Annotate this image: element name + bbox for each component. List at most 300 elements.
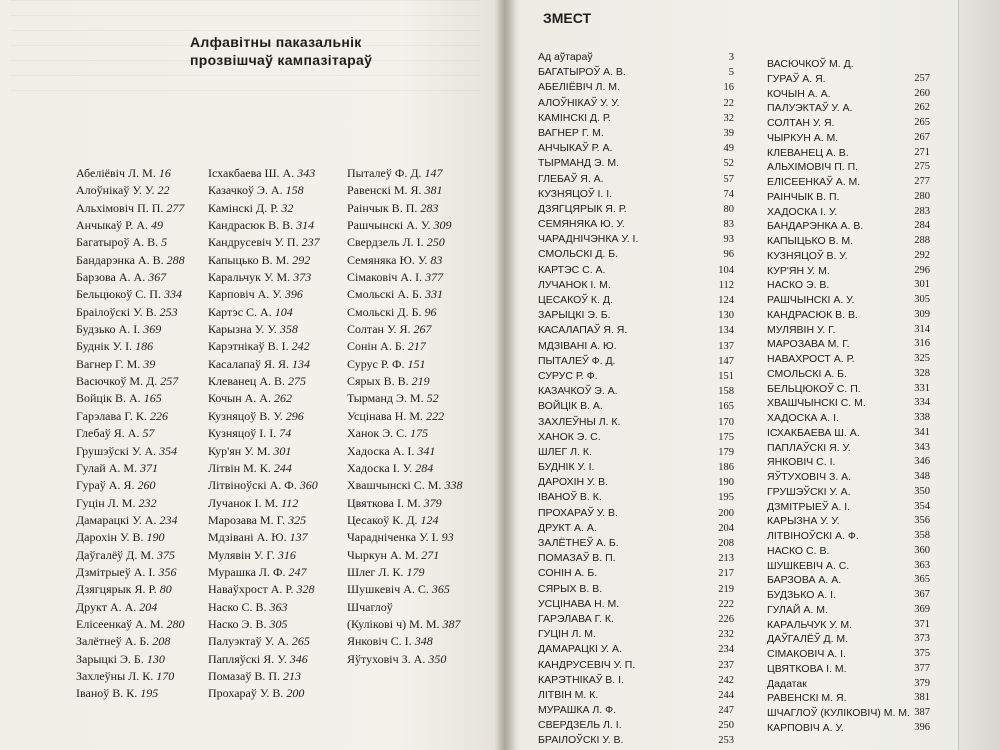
toc-entry-page: 93 <box>723 234 734 246</box>
toc-entry <box>538 263 734 278</box>
index-entry <box>208 651 320 668</box>
toc-entry-page: 39 <box>723 127 734 139</box>
index-entry-page: 301 <box>273 443 292 458</box>
index-entry <box>208 564 320 581</box>
index-entry-name: Усцінава Н. М. <box>347 408 424 423</box>
toc-entry-page: 314 <box>914 323 930 335</box>
index-entry-name: Сярых В. В. <box>347 374 409 389</box>
toc-entry-page: 338 <box>914 412 930 423</box>
toc-entry-name: ІВАНОЎ В. К. <box>538 491 602 504</box>
index-entry-name: Елісеенкаў А. М. <box>76 616 164 631</box>
toc-entry-page: 331 <box>914 382 930 394</box>
toc-entry-name: КАРПОВІЧ А. У. <box>767 721 844 734</box>
toc-entry-name: ГАРЭЛАВА Г. К. <box>538 612 614 625</box>
index-entry <box>208 633 320 650</box>
toc-entry <box>538 354 734 369</box>
toc-entry-page: 396 <box>914 721 930 733</box>
index-entry <box>347 477 462 494</box>
toc-entry-name: ДРУКТ А. А. <box>538 521 597 534</box>
index-entry <box>76 685 185 702</box>
index-entry-name: Мдзівані А. Ю. <box>208 530 287 545</box>
toc-entry <box>538 96 734 111</box>
index-entry <box>208 373 320 390</box>
index-entry <box>208 304 320 321</box>
toc-entry-page: 343 <box>914 441 930 453</box>
index-entry <box>347 338 462 355</box>
index-entry <box>347 182 462 199</box>
toc-entry <box>538 582 734 597</box>
index-entry-page: 5 <box>161 235 168 250</box>
toc-entry-page: 57 <box>723 173 734 185</box>
toc-entry-name: ХАНОК Э. С. <box>538 430 601 443</box>
index-entry-name: Хвашчынскі С. М. <box>347 478 442 493</box>
index-entry-page: 292 <box>292 252 311 267</box>
index-entry <box>347 425 462 442</box>
index-entry <box>208 182 320 199</box>
toc-entry <box>538 141 734 156</box>
toc-entry-name: Ад аўтараў <box>538 51 593 63</box>
index-entry <box>76 477 185 494</box>
toc-entry <box>767 411 930 426</box>
index-entry-name: Яўтуховіч З. А. <box>347 651 426 666</box>
index-entry-page: 325 <box>288 512 307 527</box>
toc-entry-name: ВОЙЦІК В. А. <box>538 400 603 413</box>
contents-title: ЗМЕСТ <box>543 10 592 26</box>
index-entry <box>347 564 462 581</box>
index-entry-name: Сонін А. Б. <box>347 339 405 354</box>
index-entry-page: 147 <box>424 166 443 180</box>
toc-entry-page: 283 <box>914 205 930 217</box>
toc-entry-page: 284 <box>914 220 930 232</box>
toc-entry-page: 280 <box>914 190 930 202</box>
index-entry <box>76 668 185 685</box>
index-entry-name: Карэтнікаў В. І. <box>208 339 289 354</box>
index-entry <box>76 443 185 460</box>
index-entry <box>208 338 320 355</box>
toc-entry-name: СУРУС Р. Ф. <box>538 369 598 382</box>
toc-entry-page: 222 <box>718 598 734 610</box>
toc-entry <box>538 627 734 642</box>
toc-entry-page: 373 <box>914 633 930 645</box>
toc-entry <box>767 514 930 529</box>
index-column-1 <box>76 165 185 703</box>
toc-entry-page: 325 <box>914 353 930 364</box>
toc-entry-name: МУРАШКА Л. Ф. <box>538 704 617 717</box>
index-entry <box>76 616 185 633</box>
index-entry-page: 32 <box>281 200 294 215</box>
index-entry-page: 354 <box>159 443 178 458</box>
index-entry <box>347 252 462 269</box>
toc-entry <box>538 187 734 202</box>
toc-entry-name: УСЦІНАВА Н. М. <box>538 597 620 610</box>
toc-entry <box>538 673 734 688</box>
index-entry-page: 49 <box>151 218 163 233</box>
index-entry <box>208 668 320 685</box>
toc-entry <box>767 500 930 515</box>
toc-entry <box>767 677 930 692</box>
index-entry <box>76 651 185 668</box>
toc-entry <box>538 536 734 551</box>
index-entry <box>76 425 185 442</box>
toc-entry-name: КАНДРУСЕВІЧ У. П. <box>538 658 636 671</box>
toc-entry-name: ХВАШЧЫНСКІ С. М. <box>767 397 866 410</box>
toc-entry-name: ПАПЛАЎСКІ Я. У. <box>767 441 851 454</box>
index-entry-page: 377 <box>425 270 444 285</box>
toc-column-1 <box>538 50 734 749</box>
index-entry-name: Дзмітрыеў А. І. <box>76 564 156 579</box>
index-entry-name: Кандрусевіч У. П. <box>208 235 299 250</box>
index-entry <box>76 200 185 217</box>
toc-entry <box>767 352 930 367</box>
index-entry-name: Абеліёвіч Л. М. <box>76 166 156 180</box>
toc-entry-page: 328 <box>914 367 930 379</box>
toc-entry-name: НАСКО С. В. <box>767 544 830 557</box>
index-entry-name: Картэс С. А. <box>208 304 272 319</box>
toc-entry-name: ЯЎТУХОВІЧ З. А. <box>767 471 852 483</box>
index-entry <box>347 373 462 390</box>
toc-entry-name: КОЧЫН А. А. <box>767 87 831 100</box>
toc-entry-name: СЯРЫХ В. В. <box>538 582 603 595</box>
toc-entry-page: 232 <box>718 629 734 641</box>
toc-entry <box>767 455 930 470</box>
index-entry <box>208 200 320 217</box>
toc-entry-name: КАРТЭС С. А. <box>538 263 606 276</box>
index-entry <box>76 408 185 425</box>
index-entry-name: Захлеўны Л. К. <box>76 668 154 683</box>
toc-entry-name: КАРАЛЬЧУК У. М. <box>767 618 853 631</box>
index-entry-page: 52 <box>426 391 439 406</box>
index-entry-name: Цвяткова І. М. <box>347 495 421 510</box>
index-entry <box>76 633 185 650</box>
toc-entry-page: 190 <box>718 477 734 489</box>
index-entry-name: Шушкевіч А. С. <box>347 582 429 597</box>
index-entry <box>347 408 462 425</box>
toc-entry <box>538 445 734 460</box>
toc-entry <box>767 101 930 116</box>
index-entry-page: 277 <box>166 200 185 215</box>
index-entry-name: Смольскі А. Б. <box>347 287 422 302</box>
index-entry-page: 190 <box>146 530 165 545</box>
index-entry-page: 396 <box>284 287 303 302</box>
index-entry-name: Дамарацкі У. А. <box>76 512 157 527</box>
toc-entry-page: 137 <box>718 340 734 352</box>
toc-entry-page: 363 <box>914 559 930 571</box>
index-entry <box>347 286 462 303</box>
index-entry-name: Браілоўскі У. В. <box>76 304 157 319</box>
toc-entry-name: РАШЧЫНСКІ А. У. <box>767 294 855 306</box>
toc-entry-page: 381 <box>914 692 930 704</box>
toc-entry <box>538 521 734 536</box>
toc-entry-name: АБЕЛІЁВІЧ Л. М. <box>538 81 620 94</box>
toc-entry-name: КАРЭТНІКАЎ В. І. <box>538 673 624 686</box>
index-entry-name: Наваўхрост А. Р. <box>208 582 294 597</box>
toc-entry-page: 358 <box>914 530 930 541</box>
toc-entry-page: 52 <box>723 158 734 170</box>
index-entry-page: 387 <box>442 616 461 631</box>
toc-entry <box>767 470 930 485</box>
index-entry-page: 363 <box>269 599 288 614</box>
index-entry-name: Клеванец А. В. <box>208 374 285 389</box>
index-entry-name: Гуцін Л. М. <box>76 495 136 510</box>
index-entry-page: 260 <box>137 478 156 493</box>
index-entry-name: Карызна У. У. <box>208 322 277 337</box>
index-entry-page: 208 <box>152 634 171 649</box>
toc-entry-page: 247 <box>718 705 734 717</box>
index-entry-name: Марозава М. Г. <box>208 512 286 527</box>
toc-entry <box>538 369 734 384</box>
toc-entry-name: СЕМЯНЯКА Ю. У. <box>538 218 625 231</box>
index-entry <box>347 581 462 598</box>
toc-entry-page: 219 <box>718 583 734 595</box>
index-entry-name: Капыцько В. М. <box>208 252 290 267</box>
index-entry-page: 244 <box>273 460 292 475</box>
toc-entry <box>767 691 930 706</box>
toc-entry-page: 309 <box>914 308 930 320</box>
toc-entry <box>538 323 734 338</box>
index-entry <box>208 252 320 269</box>
index-entry <box>208 616 320 633</box>
index-entry-name: Мулявін У. Г. <box>208 547 275 562</box>
index-entry-name: Свердзель Л. І. <box>347 235 424 250</box>
toc-entry <box>538 384 734 399</box>
index-entry-page: 219 <box>411 374 430 389</box>
index-entry-name: Ханок Э. С. <box>347 426 408 441</box>
toc-entry-name: ГУРАЎ А. Я. <box>767 72 826 85</box>
index-entry-name: Равенскі М. Я. <box>347 183 422 198</box>
toc-entry-name: ШУШКЕВІЧ А. С. <box>767 559 850 572</box>
toc-entry <box>538 475 734 490</box>
toc-entry-name: БУДЗЬКО А. І. <box>767 589 836 601</box>
index-entry-name: Цесакоў К. Д. <box>347 512 418 527</box>
toc-entry-name: ПАЛУЭКТАЎ У. А. <box>767 102 853 115</box>
index-entry-name: Дзягцярык Я. Р. <box>76 582 157 597</box>
toc-entry <box>538 506 734 521</box>
toc-entry-page: 80 <box>723 203 734 215</box>
index-entry-name: Літвіноўскі А. Ф. <box>208 478 297 493</box>
toc-entry-page: 354 <box>914 500 930 512</box>
toc-entry <box>767 337 930 352</box>
toc-entry-name: КАМІНСКІ Д. Р. <box>538 111 611 124</box>
toc-entry-name: ЦВЯТКОВА І. М. <box>767 662 847 675</box>
index-entry <box>208 529 320 546</box>
index-entry-name: Казачкоў Э. А. <box>208 183 283 198</box>
index-entry-name: Чарадніченка У. І. <box>347 530 439 545</box>
index-entry <box>347 443 462 460</box>
toc-entry-name: КАРЫЗНА У. У. <box>767 515 840 528</box>
index-entry-name: Альхімовіч П. П. <box>76 200 164 215</box>
index-entry-name: Чыркун А. М. <box>347 547 419 562</box>
index-entry-page: 80 <box>159 582 172 597</box>
toc-entry-name: ЦЕСАКОЎ К. Д. <box>538 294 613 306</box>
index-entry-name: Кочын А. А. <box>208 391 271 406</box>
index-entry <box>208 685 320 702</box>
toc-entry <box>767 647 930 662</box>
toc-entry-page: 316 <box>914 338 930 350</box>
index-entry-name: Дарохін У. В. <box>76 530 144 545</box>
toc-entry <box>767 559 930 574</box>
toc-entry-name: АЛЬХІМОВІЧ П. П. <box>767 161 859 174</box>
toc-entry-name: ХАДОСКА А. І. <box>767 412 839 424</box>
index-entry-page: 284 <box>415 460 434 475</box>
index-entry <box>76 234 185 251</box>
toc-entry-page: 124 <box>718 295 734 306</box>
toc-entry-page: 379 <box>914 677 930 689</box>
index-entry-name: Багатыроў А. В. <box>76 235 159 250</box>
toc-entry-page: 262 <box>914 102 930 114</box>
index-entry-page: 151 <box>407 356 426 371</box>
index-entry-page: 369 <box>143 322 162 337</box>
toc-entry-page: 104 <box>718 264 734 276</box>
toc-entry-name: ЛІТВІН М. К. <box>538 688 599 701</box>
index-title-line1: Алфавітны паказальнік <box>190 34 362 50</box>
index-entry <box>347 651 462 668</box>
index-entry-page: 288 <box>166 252 185 267</box>
index-entry-name: Лучанок І. М. <box>208 495 279 510</box>
toc-entry-name: НАВАХРОСТ А. Р. <box>767 353 855 365</box>
index-entry-name: Раінчык В. П. <box>347 200 418 215</box>
index-entry-page: 217 <box>407 339 426 354</box>
toc-entry <box>767 278 930 293</box>
index-entry-page: 39 <box>143 356 156 371</box>
index-entry-name: Друкт А. А. <box>76 599 137 614</box>
toc-entry <box>767 87 930 102</box>
index-entry <box>347 234 462 251</box>
toc-entry-page: 5 <box>728 67 734 79</box>
index-entry-name: Глебаў Я. А. <box>76 426 140 441</box>
toc-entry <box>538 111 734 126</box>
toc-entry-name: ДЗЯГЦЯРЫК Я. Р. <box>538 202 627 215</box>
index-entry-page: 234 <box>159 512 178 527</box>
toc-entry-name: СОЛТАН У. Я. <box>767 117 835 129</box>
toc-entry <box>538 658 734 673</box>
index-entry-page: 371 <box>140 460 159 475</box>
toc-entry <box>538 399 734 414</box>
index-entry-name: (Кулікові ч) М. М. <box>347 616 440 631</box>
toc-entry <box>538 202 734 217</box>
index-entry <box>76 304 185 321</box>
index-entry-page: 250 <box>426 235 445 250</box>
index-entry-page: 74 <box>279 426 292 441</box>
index-entry-name: Бельцюкоў С. П. <box>76 287 161 302</box>
toc-entry-page: 292 <box>914 249 930 261</box>
index-entry <box>208 512 320 529</box>
index-entry <box>347 390 462 407</box>
toc-entry <box>767 175 930 190</box>
toc-entry-name: МДЗІВАНІ А. Ю. <box>538 339 617 352</box>
toc-entry-name: ШЛЕГ Л. К. <box>538 445 592 458</box>
index-entry-name: Палуэктаў У. А. <box>208 634 289 649</box>
toc-entry-name: ГРУШЭЎСКІ У. А. <box>767 485 851 498</box>
toc-entry-name: ЗАЛЁТНЕЎ А. Б. <box>538 537 619 549</box>
index-entry <box>76 512 185 529</box>
toc-entry-name: КУЗНЯЦОЎ В. У. <box>767 249 848 262</box>
index-entry-name: Смольскі Д. Б. <box>347 304 422 319</box>
index-entry <box>347 495 462 512</box>
toc-entry <box>538 80 734 95</box>
toc-entry-name: БУДНІК У. І. <box>538 461 595 474</box>
index-entry-name: Зарыцкі Э. Б. <box>76 651 144 666</box>
toc-entry <box>767 441 930 456</box>
toc-entry-page: 257 <box>914 72 930 84</box>
toc-entry-name: БАНДАРЭНКА А. В. <box>767 220 864 233</box>
toc-entry-name: ГЛЕБАЎ Я. А. <box>538 172 604 185</box>
index-entry-name: Анчыкаў Р. А. <box>76 218 148 233</box>
index-entry-name: Наско Э. В. <box>208 616 267 631</box>
toc-entry-page: 387 <box>914 707 930 718</box>
index-entry-name: Васючкоў М. Д. <box>76 374 158 389</box>
index-entry-name: Ісхакбаева Ш. А. <box>208 166 295 180</box>
toc-entry-name: ЗАРЫЦКІ Э. Б. <box>538 309 611 322</box>
toc-entry-name: ДАРОХІН У. В. <box>538 476 609 489</box>
toc-entry <box>767 57 930 72</box>
index-entry-page: 22 <box>157 183 170 198</box>
index-entry-page: 83 <box>430 252 443 267</box>
index-entry-page: 112 <box>281 495 299 510</box>
toc-entry-name: ГУЦІН Л. М. <box>538 628 596 641</box>
index-entry <box>347 633 462 650</box>
toc-entry-page: 186 <box>718 462 734 474</box>
toc-entry-page: 271 <box>914 146 930 158</box>
toc-entry-name: Дадатак <box>767 677 807 690</box>
index-entry <box>347 529 462 546</box>
index-entry-page: 358 <box>279 322 298 337</box>
index-entry-page: 204 <box>139 599 158 614</box>
index-entry <box>208 443 320 460</box>
toc-entry <box>767 72 930 87</box>
index-entry-page: 379 <box>423 495 442 510</box>
index-entry-name: Хадоска І. У. <box>347 460 413 475</box>
index-entry-page: 350 <box>428 651 447 666</box>
toc-entry-page: 208 <box>718 538 734 549</box>
index-entry-page: 232 <box>138 495 157 510</box>
toc-entry-page: 204 <box>718 522 734 534</box>
index-entry-page: 226 <box>149 408 168 423</box>
toc-entry <box>767 382 930 397</box>
index-entry-name: Грушэўскі У. А. <box>76 443 157 458</box>
index-entry-page: 247 <box>288 564 307 579</box>
toc-entry-page: 334 <box>914 397 930 409</box>
toc-entry-page: 244 <box>718 689 734 701</box>
toc-entry <box>538 642 734 657</box>
index-entry <box>208 581 320 598</box>
index-entry-name: Гулай А. М. <box>76 460 138 475</box>
index-entry <box>347 200 462 217</box>
toc-entry-name: КАНДРАСЮК В. В. <box>767 308 858 321</box>
toc-entry <box>538 415 734 430</box>
index-entry-page: 283 <box>420 200 439 215</box>
index-entry-page: 356 <box>158 564 177 579</box>
toc-entry-page: 369 <box>914 603 930 615</box>
index-entry <box>76 217 185 234</box>
toc-entry <box>538 126 734 141</box>
index-entry-page: 170 <box>156 668 175 683</box>
toc-entry-page: 375 <box>914 648 930 659</box>
index-entry-page: 186 <box>135 339 154 354</box>
index-entry-page: 124 <box>420 512 439 527</box>
index-entry-page: 242 <box>291 339 310 354</box>
index-entry-page: 253 <box>159 304 178 319</box>
index-entry-name: Буднік У. І. <box>76 339 133 354</box>
index-entry-name: Пыталеў Ф. Д. <box>347 166 422 180</box>
index-column-2 <box>208 165 320 703</box>
toc-entry-name: НАСКО Э. В. <box>767 279 830 292</box>
toc-entry-page: 260 <box>914 87 930 99</box>
toc-entry-name: ІСХАКБАЕВА Ш. А. <box>767 426 860 439</box>
index-entry-page: 57 <box>142 426 155 441</box>
toc-entry-page: 175 <box>718 431 734 443</box>
index-entry-page: 137 <box>289 530 308 545</box>
toc-entry-page: 250 <box>718 720 734 732</box>
